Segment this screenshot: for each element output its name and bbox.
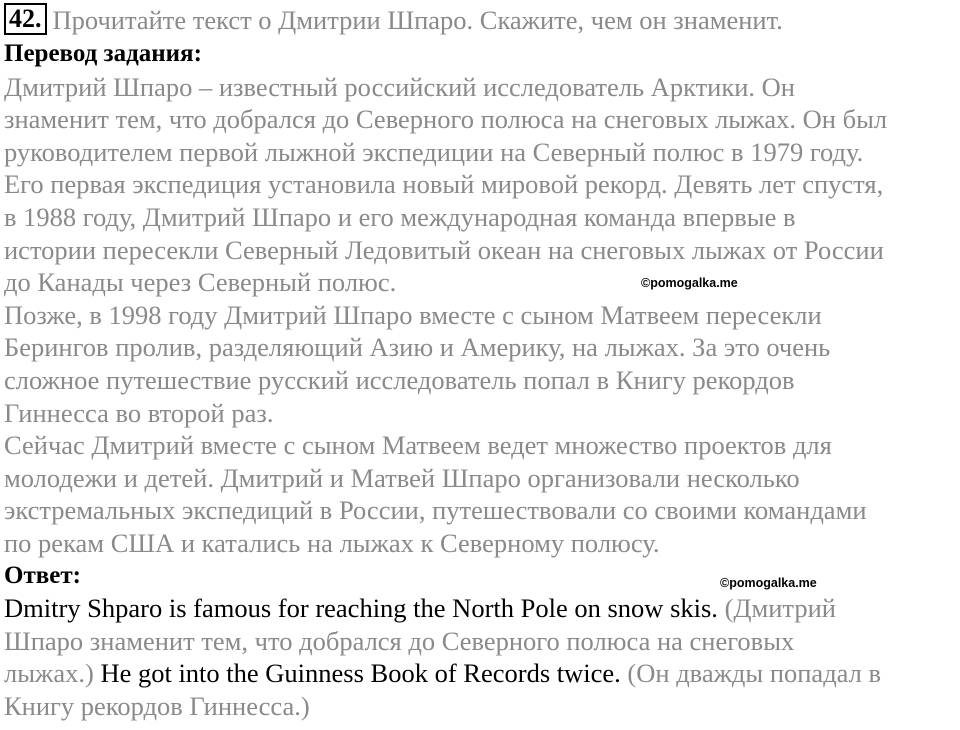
answer-russian: (Он дважды попадал в (620, 658, 882, 689)
watermark: ©pomogalka.me (720, 576, 817, 590)
translation-heading: Перевод задания: (4, 40, 202, 67)
translation-line: молодежи и детей. Дмитрий и Матвей Шпаро организовали несколько (4, 462, 800, 493)
answer-english: He got into the Guinness Book of Records twice. (93, 658, 621, 689)
task-number: 42. (4, 3, 47, 35)
document-page (4, 0, 954, 722)
translation-line: по рекам США и катались на лыжах к Северному полюсу. (4, 527, 660, 558)
answer-line (4, 657, 954, 690)
answer-line (4, 690, 954, 723)
answer-line (4, 592, 954, 625)
task-instruction: Прочитайте текст о Дмитрии Шпаро. Скажите, чем он знаменит. (52, 5, 783, 35)
translation-line: до Канады через Северный полюс. (4, 267, 397, 298)
translation-text (4, 71, 954, 560)
answer-russian: лыжах.) (4, 658, 94, 689)
translation-line: руководителем первой лыжной экспедиции на Северный полюс в 1979 году. (4, 136, 864, 167)
answer-russian: Шпаро знаменит тем, что добрался до Северного полюса на снеговых (4, 625, 795, 656)
translation-line: Его первая экспедиция установила новый мировой рекорд. Девять лет спустя, (4, 169, 884, 200)
answer-heading: Ответ: (4, 561, 81, 589)
translation-line: знаменит тем, что добрался до Северного полюса на снеговых лыжах. Он был (4, 104, 888, 135)
task-header (4, 0, 954, 38)
translation-line: в 1988 году, Дмитрий Шпаро и его международная команда впервые в (4, 201, 796, 232)
translation-line: Позже, в 1998 году Дмитрий Шпаро вместе с сыном Матвеем пересекли (4, 299, 822, 330)
watermark: ©pomogalka.me (641, 276, 738, 290)
translation-line: Берингов пролив, разделяющий Азию и Америку, на лыжах. За это очень (4, 332, 831, 363)
translation-line: экстремальных экспедиций в России, путешествовали со своими командами (4, 495, 867, 526)
translation-line: Сейчас Дмитрий вместе с сыном Матвеем ведет множество проектов для (4, 430, 832, 461)
answer-russian: (Дмитрий (717, 593, 836, 624)
translation-line: Гиннесса во второй раз. (4, 397, 274, 428)
answer-line (4, 625, 954, 658)
translation-line: сложное путешествие русский исследователь попал в Книгу рекордов (4, 364, 795, 395)
translation-line: истории пересекли Северный Ледовитый океан на снеговых лыжах от России (4, 234, 884, 265)
answer-english: Dmitry Shparo is famous for reaching the North Pole on snow skis. (4, 593, 718, 624)
translation-line: Дмитрий Шпаро – известный российский исследователь Арктики. Он (4, 71, 795, 102)
answer-text (4, 592, 954, 722)
answer-russian: Книгу рекордов Гиннесса.) (4, 690, 310, 721)
